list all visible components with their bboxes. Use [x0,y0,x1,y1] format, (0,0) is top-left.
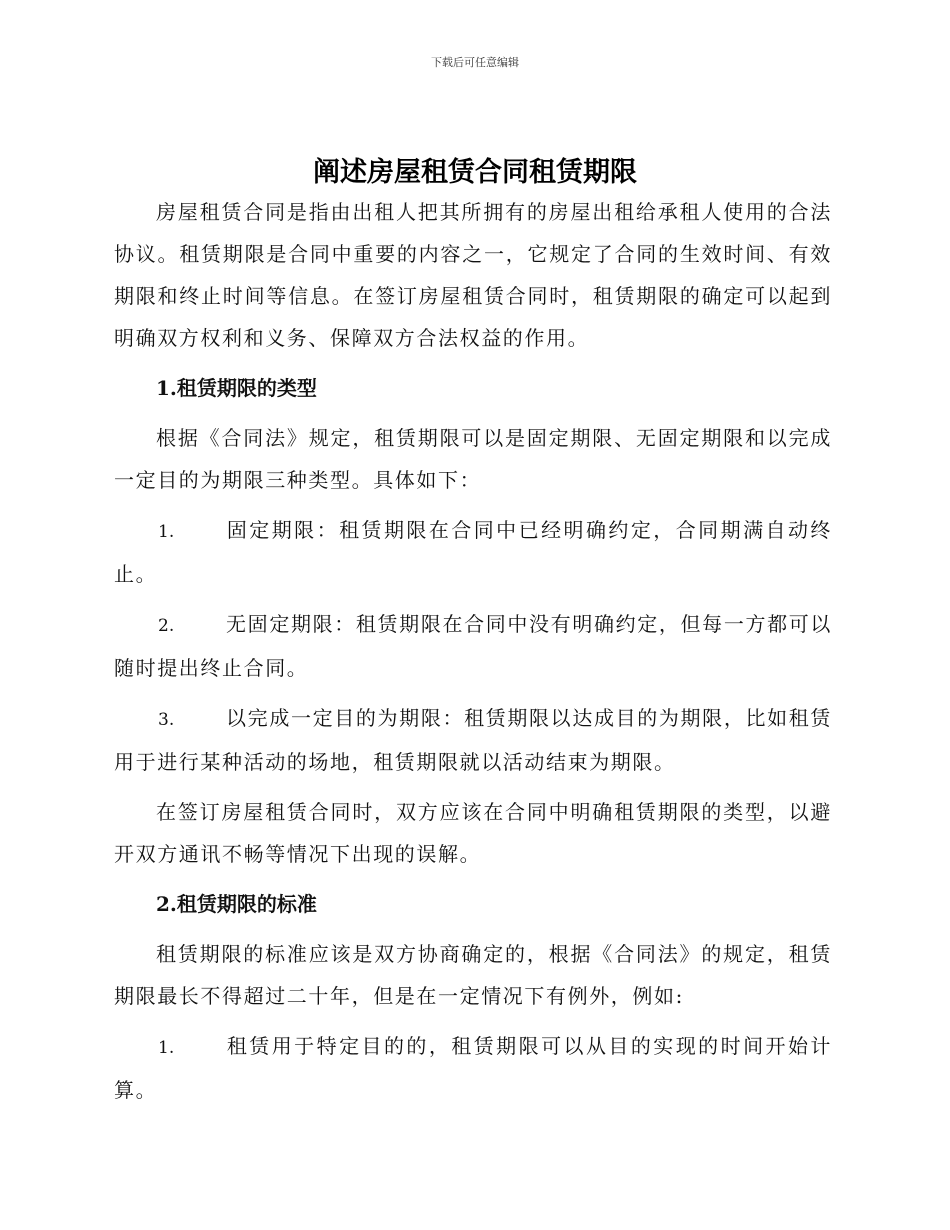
list-item-number: 1. [158,1038,175,1058]
list-item [114,1025,832,1111]
document-title: 阐述房屋租赁合同租赁期限 [313,157,637,188]
list-item-text: 固定期限：租赁期限在合同中已经明确约定，合同期满自动终止。 [114,518,832,586]
header-note: 下载后可任意编辑 [431,56,519,69]
list-item-number: 1. [158,522,175,542]
list-item [114,603,832,689]
section-2-paragraph: 租赁期限的标准应该是双方协商确定的，根据《合同法》的规定，租赁期限最长不得超过二十年，但是在一定情况下有例外，例如: [114,942,832,1008]
list-item-number: 3. [158,710,175,730]
intro-paragraph: 房屋租赁合同是指由出租人把其所拥有的房屋出租给承租人使用的合法协议。租赁期限是合同中重要的内容之一，它规定了合同的生效时间、有效期限和终止时间等信息。在签订房屋租赁合同时，租赁期限的确定可以起到明确双方权利和义务、保障双方合法权益的作用。 [114,200,832,350]
list-item-number: 2. [158,616,175,636]
list-item [114,509,832,595]
document-body [114,191,832,1119]
section-2-heading: 2.租赁期限的标准 [156,892,317,916]
list-item-text: 无固定期限：租赁期限在合同中没有明确约定，但每一方都可以随时提出终止合同。 [114,612,832,680]
section-1-closing-paragraph: 在签订房屋租赁合同时，双方应该在合同中明确租赁期限的类型，以避开双方通讯不畅等情况下出现的误解。 [114,800,832,866]
list-item [114,697,832,783]
section-1-heading: 1.租赁期限的类型 [156,376,317,400]
list-item-text: 以完成一定目的为期限：租赁期限以达成目的为期限，比如租赁用于进行某种活动的场地，租赁期限就以活动结束为期限。 [114,706,832,774]
section-1-paragraph: 根据《合同法》规定，租赁期限可以是固定期限、无固定期限和以完成一定目的为期限三种类型。具体如下： [114,426,832,492]
list-item-text: 租赁用于特定目的的，租赁期限可以从目的实现的时间开始计算。 [114,1034,832,1102]
